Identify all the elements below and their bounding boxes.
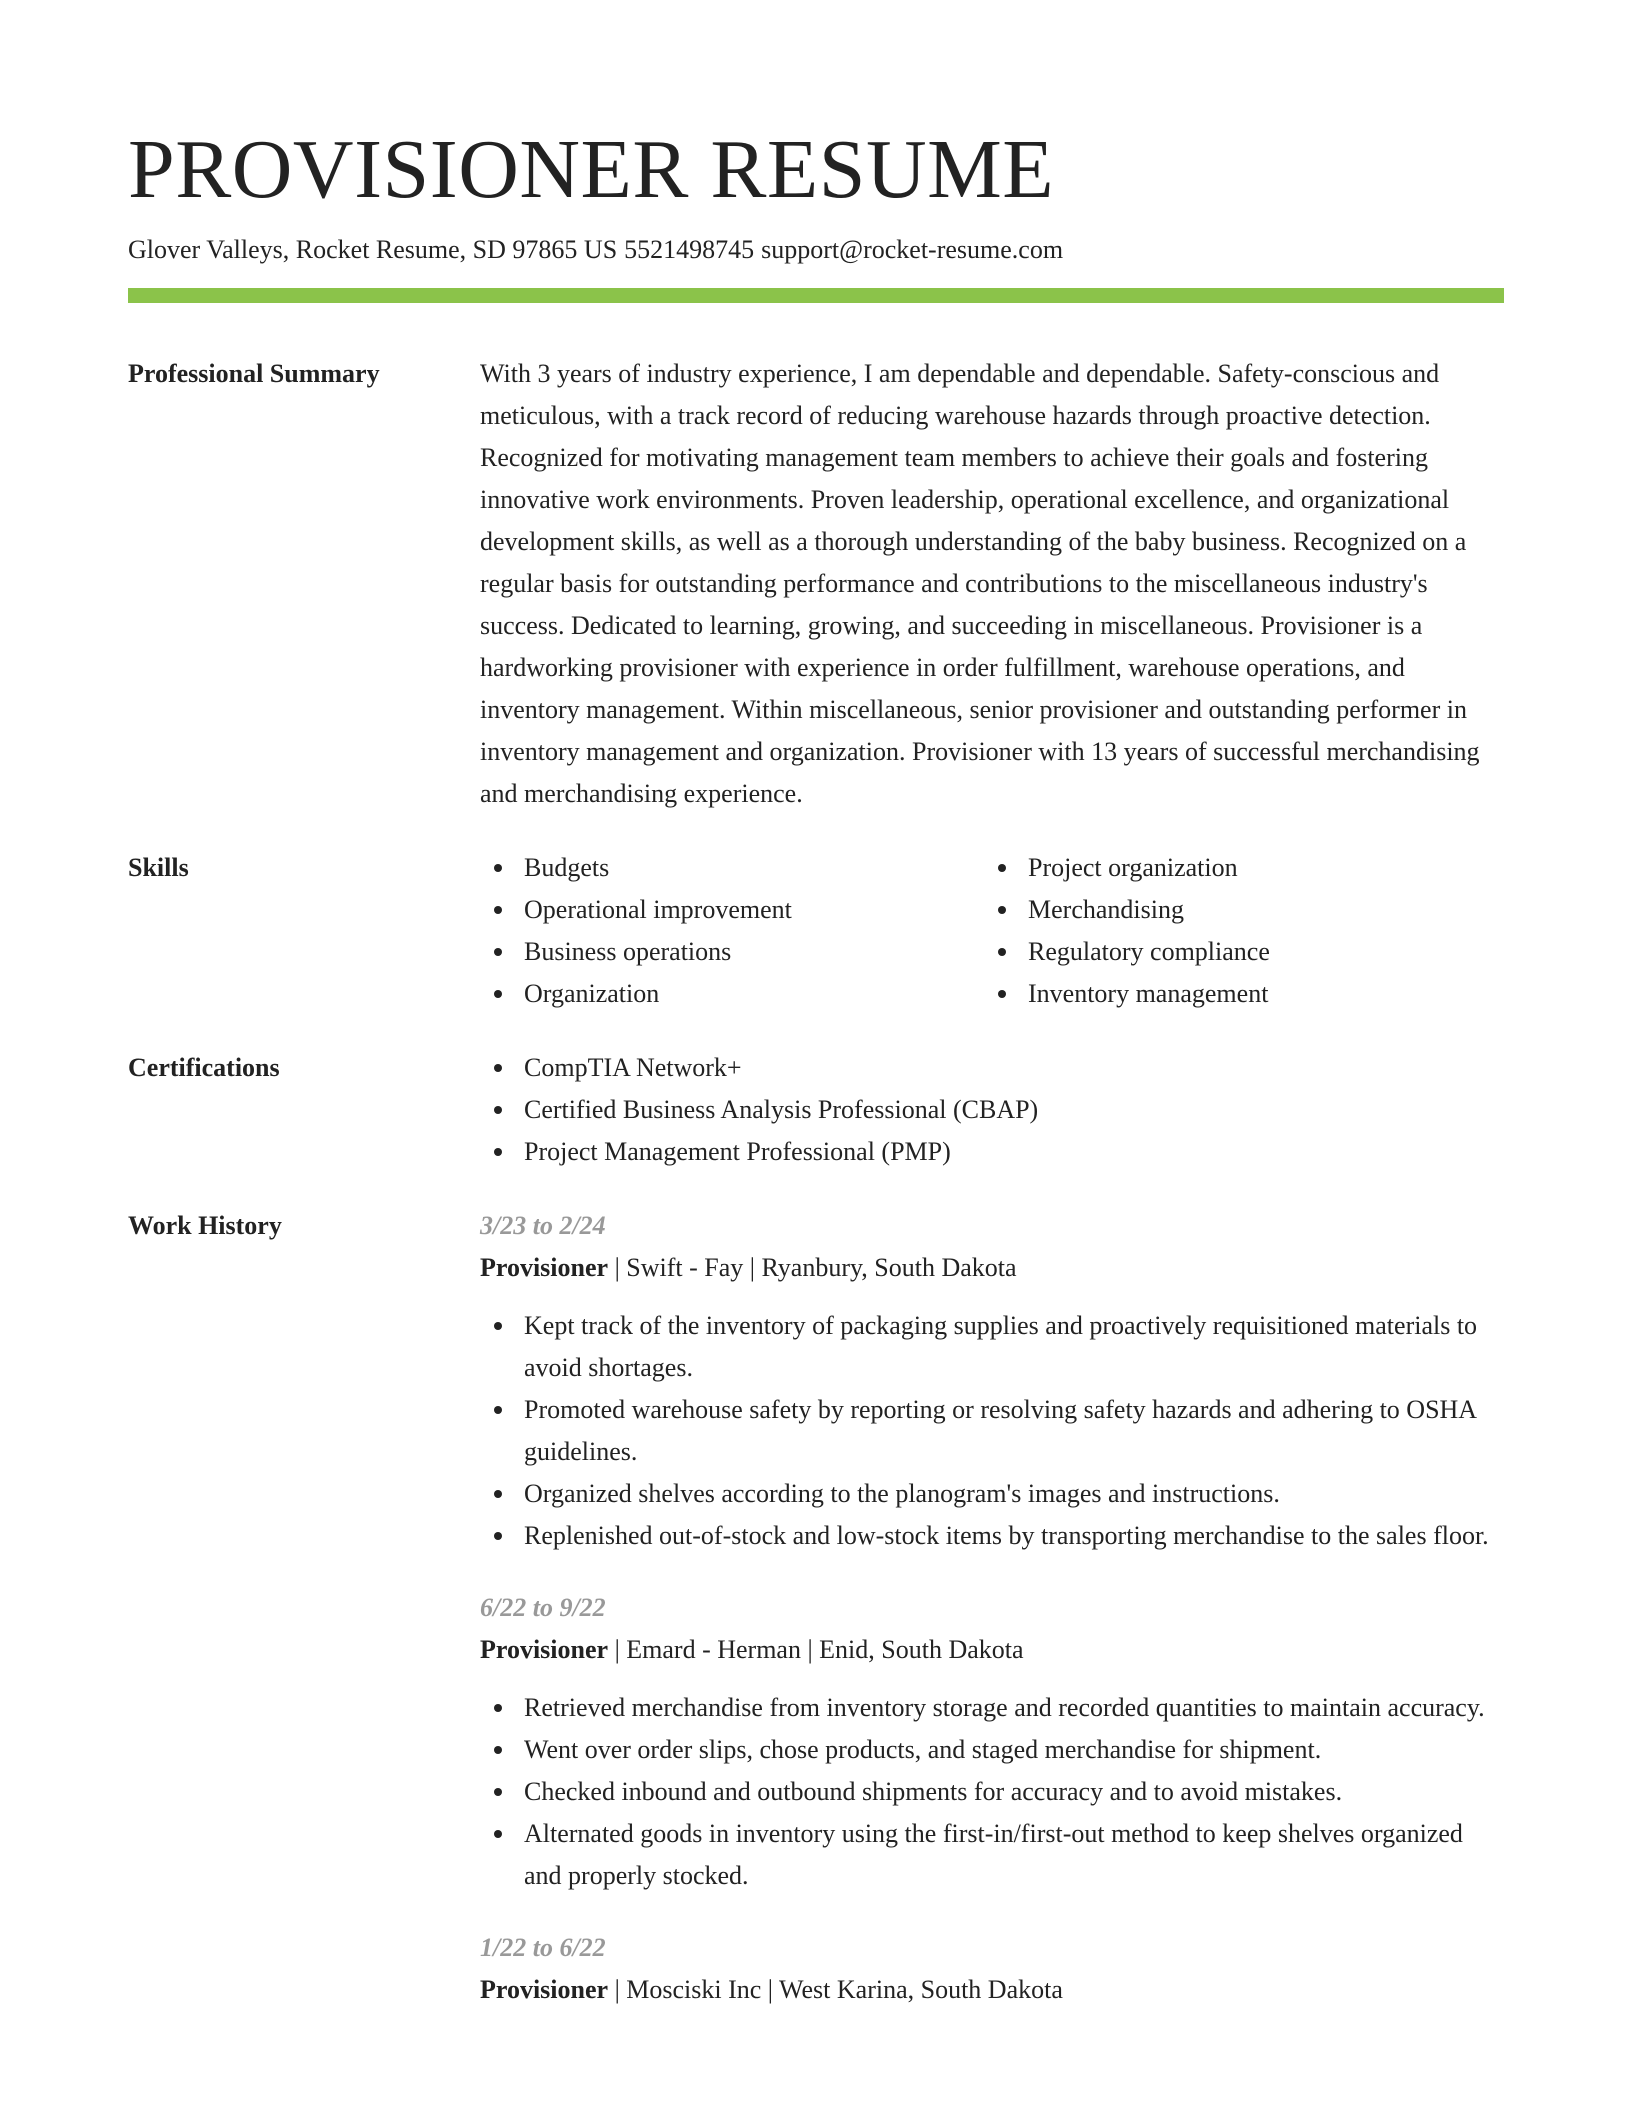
job-entry [480, 1927, 1504, 2011]
skill-item: Project organization [984, 847, 1488, 889]
skill-item: Regulatory compliance [984, 931, 1488, 973]
job-bullets [480, 1305, 1504, 1557]
job-bullet: Checked inbound and outbound shipments for accuracy and to avoid mistakes. [480, 1771, 1504, 1813]
certification-item: Project Management Professional (PMP) [480, 1131, 1504, 1173]
resume-page [128, 120, 1504, 2041]
skill-item: Organization [480, 973, 984, 1015]
job-title: Provisioner [480, 1975, 609, 2004]
job-title: Provisioner [480, 1635, 609, 1664]
certifications-label: Certifications [128, 1053, 280, 1082]
job-bullet: Went over order slips, chose products, and staged merchandise for shipment. [480, 1729, 1504, 1771]
skills-section [128, 847, 1504, 1015]
work-history-label: Work History [128, 1211, 282, 1240]
job-bullet: Retrieved merchandise from inventory storage and recorded quantities to maintain accuracy. [480, 1687, 1504, 1729]
job-details: | Swift - Fay | Ryanbury, South Dakota [608, 1253, 1017, 1282]
page-title: PROVISIONER RESUME [128, 123, 1055, 216]
certification-item: Certified Business Analysis Professional (CBAP) [480, 1089, 1504, 1131]
job-details: | Emard - Herman | Enid, South Dakota [608, 1635, 1024, 1664]
skill-item: Operational improvement [480, 889, 984, 931]
summary-section [128, 353, 1504, 815]
certification-item: CompTIA Network+ [480, 1047, 1504, 1089]
job-bullet: Kept track of the inventory of packaging supplies and proactively requisitioned materials to avoid shortages. [480, 1305, 1504, 1389]
summary-label: Professional Summary [128, 359, 380, 388]
job-entry [480, 1205, 1504, 1557]
skill-item: Business operations [480, 931, 984, 973]
summary-text: With 3 years of industry experience, I am dependable and dependable. Safety-conscious and meticulous, with a track record of reducing warehouse hazards through proactive detection. Recognized for motivating management team members to achieve their goals and fostering innovative work environments. Proven leadership, operational excellence, and organizational development skills, as well as a thorough understanding of the baby business. Recognized on a regular basis for outstanding performance and contributions to the miscellaneous industry's success. Dedicated to learning, growing, and succeeding in miscellaneous. Provisioner is a hardworking provisioner with experience in order fulfillment, warehouse operations, and inventory management. Within miscellaneous, senior provisioner and outstanding performer in inventory management and organization. Provisioner with 13 years of successful merchandising and merchandising experience. [480, 359, 1480, 808]
job-bullet: Replenished out-of-stock and low-stock items by transporting merchandise to the sales floor. [480, 1515, 1504, 1557]
skill-item: Inventory management [984, 973, 1488, 1015]
skills-label: Skills [128, 853, 189, 882]
job-title: Provisioner [480, 1253, 609, 1282]
header-divider [128, 288, 1504, 303]
job-bullets [480, 1687, 1504, 1897]
skill-item: Budgets [480, 847, 984, 889]
work-history-section [128, 1205, 1504, 2041]
contact-line [128, 232, 1504, 268]
job-bullet: Promoted warehouse safety by reporting or resolving safety hazards and adhering to OSHA guidelines. [480, 1389, 1504, 1473]
job-bullet: Alternated goods in inventory using the first-in/first-out method to keep shelves organized and properly stocked. [480, 1813, 1504, 1897]
certifications-section [128, 1047, 1504, 1173]
certifications-list [480, 1047, 1504, 1173]
contact-email: support@rocket-resume.com [761, 235, 1064, 264]
job-bullet: Organized shelves according to the planogram's images and instructions. [480, 1473, 1504, 1515]
job-heading [480, 1969, 1504, 2011]
skill-item: Merchandising [984, 889, 1488, 931]
job-details: | Mosciski Inc | West Karina, South Dakota [608, 1975, 1063, 2004]
job-entry [480, 1587, 1504, 1897]
job-heading [480, 1629, 1504, 1671]
job-dates: 1/22 to 6/22 [480, 1933, 606, 1962]
skills-left-column [480, 847, 984, 1015]
job-dates: 3/23 to 2/24 [480, 1211, 606, 1240]
job-heading [480, 1247, 1504, 1289]
skills-grid [480, 847, 1504, 1015]
work-history-body [480, 1205, 1504, 2041]
job-dates: 6/22 to 9/22 [480, 1593, 606, 1622]
contact-address: Glover Valleys, Rocket Resume, SD 97865 US [128, 235, 618, 264]
skills-right-column [984, 847, 1488, 1015]
certifications-body [480, 1047, 1504, 1173]
contact-phone: 5521498745 [624, 235, 755, 264]
